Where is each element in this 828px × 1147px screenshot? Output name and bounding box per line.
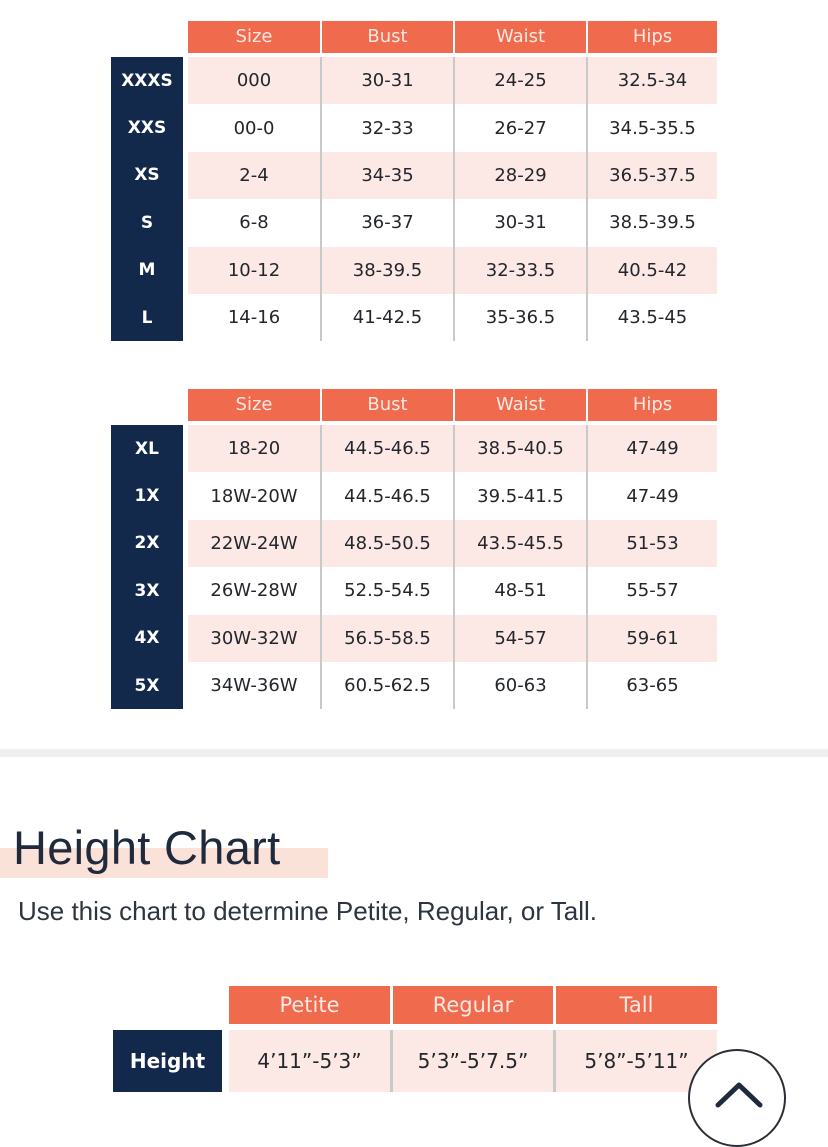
bust-cell: 32-33 [320,104,453,151]
height-chart-table [113,986,717,1092]
size-label: 1X [111,472,183,519]
size-chart-table-2 [111,389,717,709]
header-waist: Waist [453,389,586,421]
waist-cell: 28-29 [453,152,586,199]
hips-cell: 32.5-34 [586,57,717,104]
header-hips: Hips [586,21,717,53]
header-petite: Petite [229,986,390,1024]
size-cell: 14-16 [227,307,281,329]
table-row [111,662,717,709]
waist-cell: 26-27 [453,104,586,151]
hips-cell: 34.5-35.5 [586,104,717,151]
size-cell: 26W-28W [210,580,298,602]
table-row [111,104,717,151]
hips-cell: 59-61 [586,615,717,662]
scroll-to-top-button[interactable] [688,1049,786,1147]
waist-cell: 39.5-41.5 [453,472,586,519]
size-label: XS [111,152,183,199]
size-cell: 34W-36W [210,675,298,697]
size-cell: 10-12 [188,247,320,294]
waist-cell: 60-63 [453,662,586,709]
size-label: 4X [111,615,183,662]
size-label: S [111,199,183,246]
bust-cell: 52.5-54.5 [320,567,453,614]
bust-cell: 34-35 [320,152,453,199]
height-label: Height [113,1030,222,1092]
size-label: XXXS [111,57,183,104]
waist-cell: 48-51 [453,567,586,614]
header-hips: Hips [586,389,717,421]
table-row [229,1030,717,1092]
waist-cell: 32-33.5 [453,247,586,294]
header-size: Size [188,389,320,421]
hips-cell: 36.5-37.5 [586,152,717,199]
waist-cell: 54-57 [453,615,586,662]
size-label: M [111,247,183,294]
table-row [111,199,717,246]
bust-cell: 44.5-46.5 [320,425,453,472]
size-label: XXS [111,104,183,151]
hips-cell: 38.5-39.5 [586,199,717,246]
chevron-up-icon [714,1079,764,1109]
bust-cell: 36-37 [320,199,453,246]
header-bust: Bust [320,21,453,53]
waist-cell: 24-25 [453,57,586,104]
table-row [111,57,717,104]
header-waist: Waist [453,21,586,53]
size-chart-header [188,389,717,421]
height-chart-description: Use this chart to determine Petite, Regular, or Tall. [18,896,598,926]
regular-cell: 5’3”-5’7.5” [390,1030,553,1092]
hips-cell: 47-49 [586,472,717,519]
header-bust: Bust [320,389,453,421]
header-tall: Tall [553,986,717,1024]
bust-cell: 41-42.5 [320,294,453,341]
waist-cell: 35-36.5 [453,294,586,341]
bust-cell: 56.5-58.5 [320,615,453,662]
tall-cell: 5’8”-5’11” [553,1030,717,1092]
header-size: Size [188,21,320,53]
bust-cell: 30-31 [320,57,453,104]
petite-cell: 4’11”-5’3” [229,1030,390,1092]
bust-cell: 44.5-46.5 [320,472,453,519]
bust-cell: 60.5-62.5 [320,662,453,709]
size-label: XL [111,425,183,472]
size-cell: 2-4 [188,152,320,199]
size-cell: 000 [188,57,320,104]
waist-cell: 38.5-40.5 [453,425,586,472]
size-chart-header [188,21,717,53]
size-cell: 18-20 [188,425,320,472]
height-chart-header [229,986,717,1024]
table-row [111,425,717,472]
size-label: 5X [111,662,183,709]
table-row [111,472,717,519]
size-label: L [111,294,183,341]
waist-cell: 30-31 [453,199,586,246]
header-regular: Regular [390,986,553,1024]
size-label: 3X [111,567,183,614]
hips-cell: 43.5-45 [586,294,717,341]
size-label: 2X [111,520,183,567]
table-row [111,294,717,341]
size-cell: 30W-32W [188,615,320,662]
size-chart-table-1 [111,21,717,341]
hips-cell: 63-65 [586,662,717,709]
page-title: Height Chart [13,821,281,874]
size-cell: 00-0 [233,117,275,139]
bust-cell: 48.5-50.5 [320,520,453,567]
hips-cell: 40.5-42 [586,247,717,294]
table-row [111,152,717,199]
table-row [111,247,717,294]
size-cell: 18W-20W [210,485,298,507]
hips-cell: 47-49 [586,425,717,472]
waist-cell: 43.5-45.5 [453,520,586,567]
size-cell: 22W-24W [188,520,320,567]
table-row [111,567,717,614]
section-divider [0,749,828,757]
size-cell: 6-8 [239,212,269,234]
hips-cell: 51-53 [586,520,717,567]
hips-cell: 55-57 [586,567,717,614]
table-row [111,615,717,662]
bust-cell: 38-39.5 [320,247,453,294]
table-row [111,520,717,567]
